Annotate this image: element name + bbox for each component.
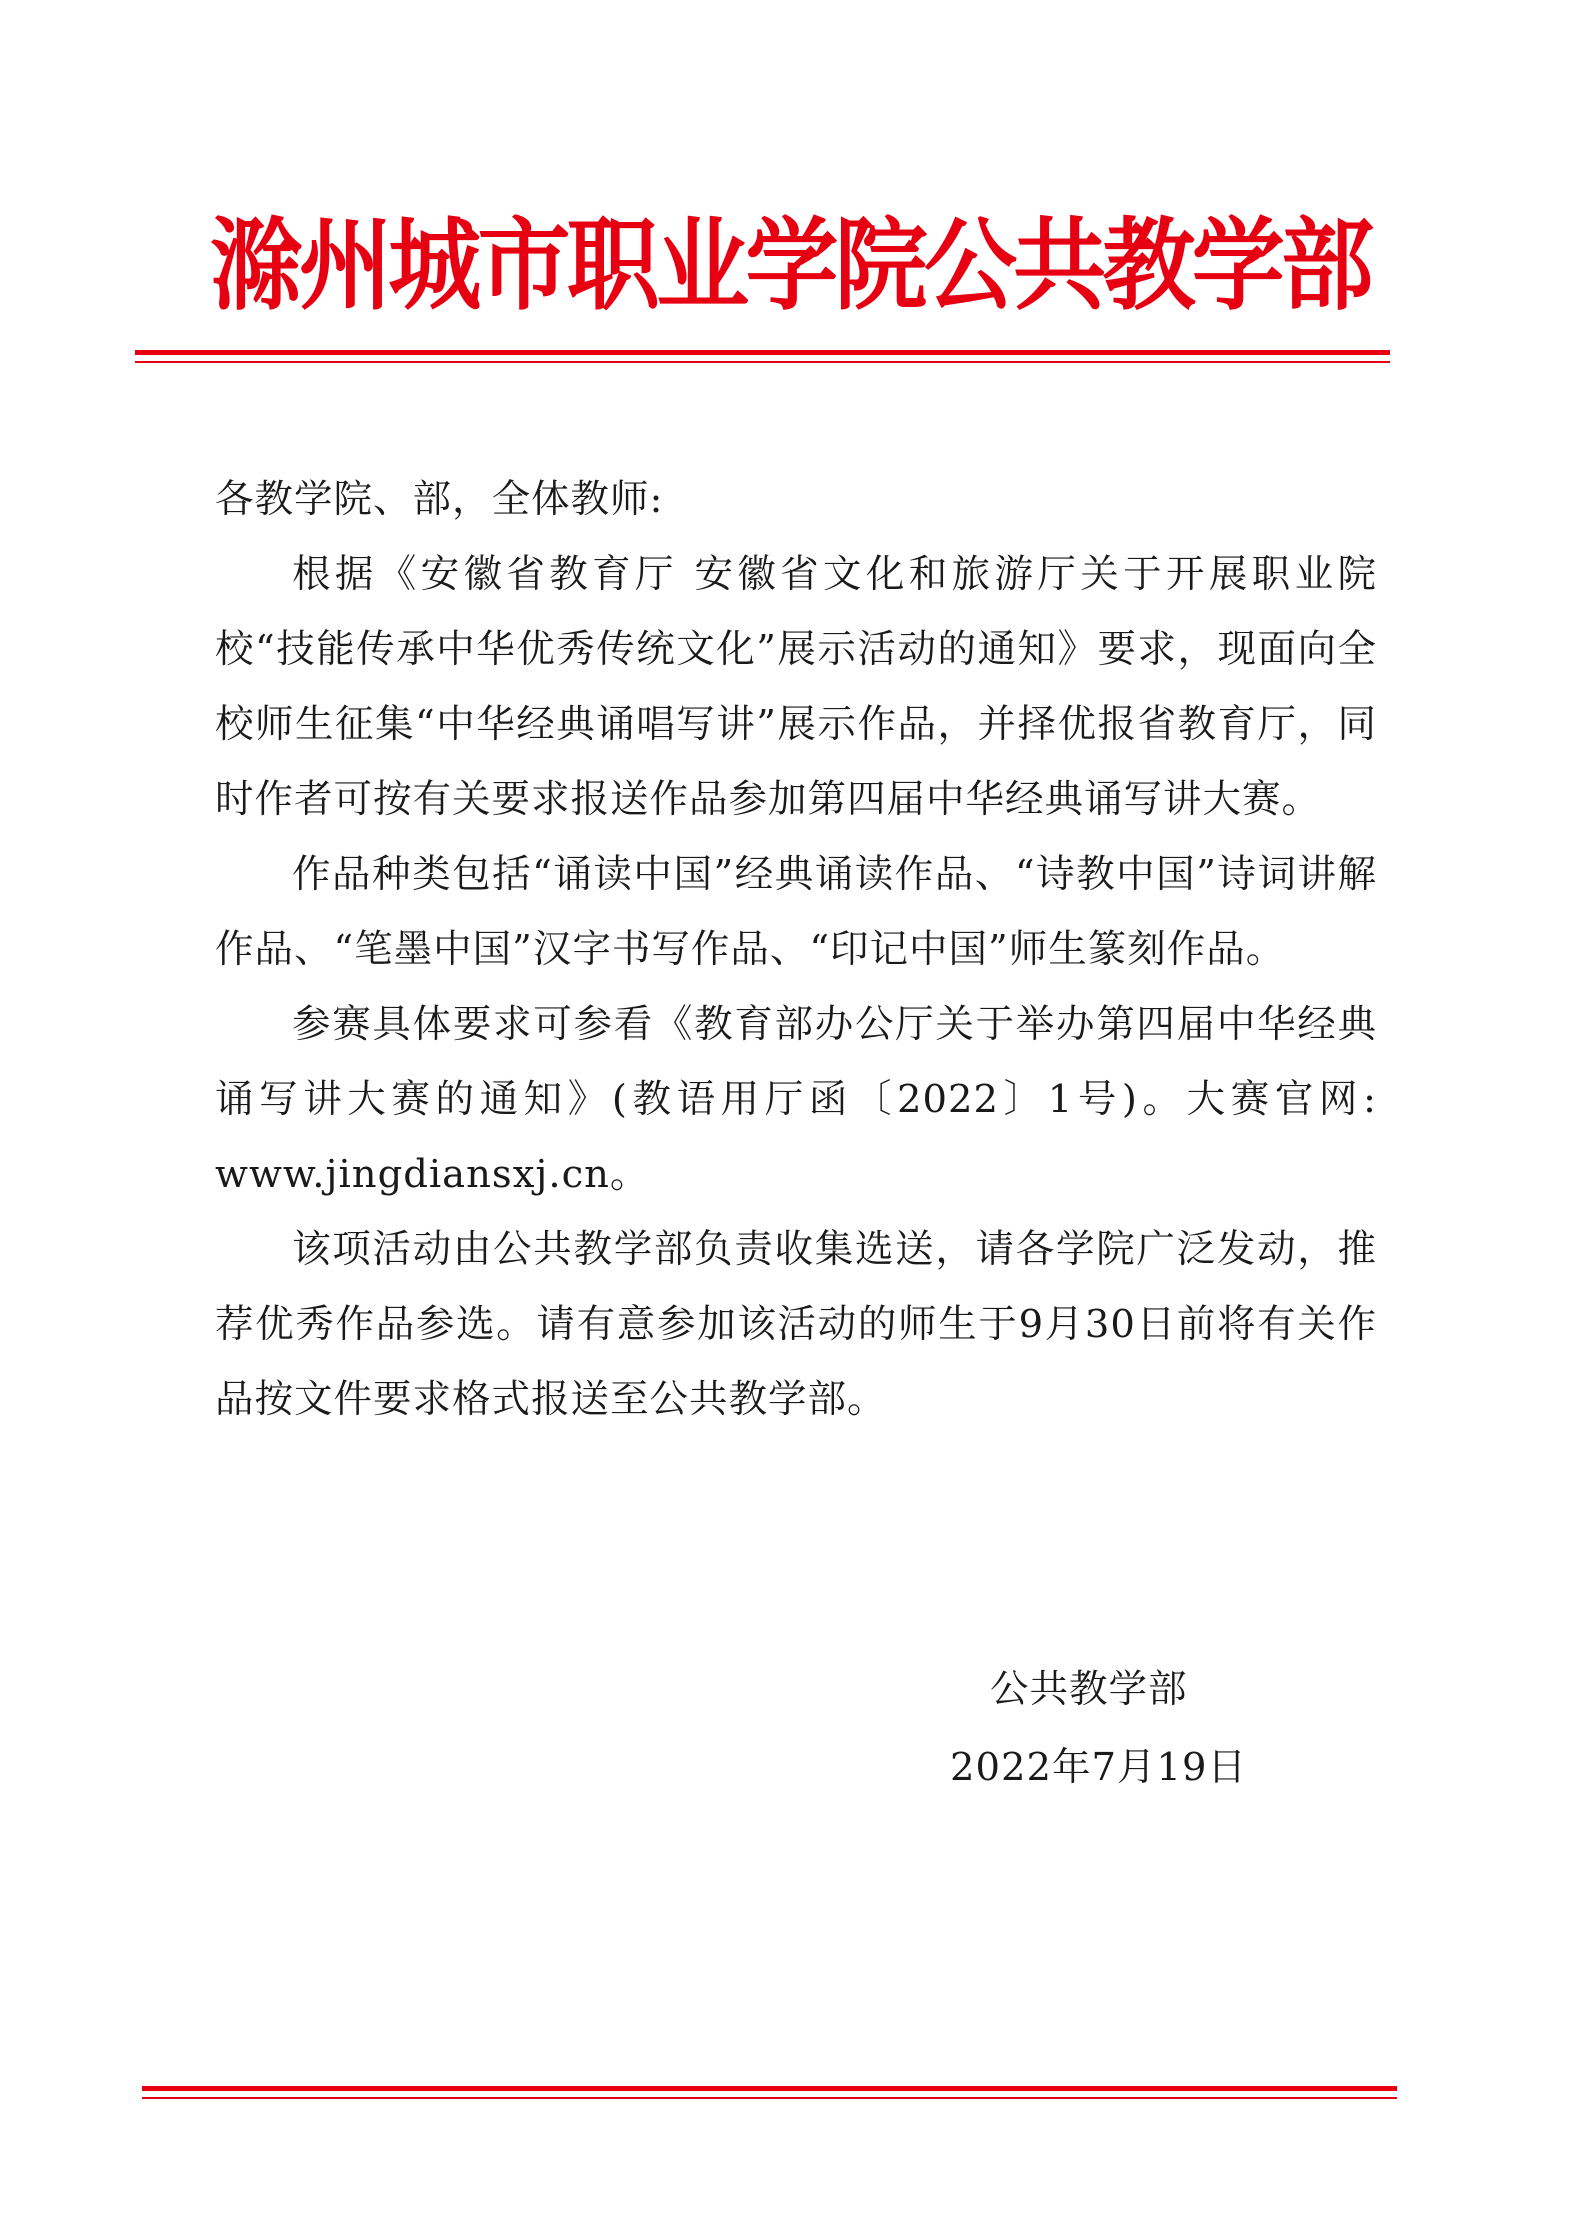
footer-divider-thin — [142, 2097, 1397, 2099]
header-divider-thin — [135, 361, 1390, 363]
paragraph-categories: 作品种类包括“诵读中国”经典诵读作品、“诗教中国”诗词讲解作品、“笔墨中国”汉字书写作品、“印记中国”师生篆刻作品。 — [215, 852, 1377, 972]
paragraph-background: 根据《安徽省教育厅 安徽省文化和旅游厅关于开展职业院校“技能传承中华优秀传统文化”展示活动的通知》要求，现面向全校师生征集“中华经典诵唱写讲”展示作品，并择优报省教育厅，同时作者可按有关要求报送作品参加第四届中华经典诵写讲大赛。 — [215, 552, 1377, 822]
notice-body — [215, 462, 1377, 1437]
letterhead-title: 滁州城市职业学院公共教学部 — [209, 206, 1371, 324]
paragraph-requirements: 参赛具体要求可参看《教育部办公厅关于举办第四届中华经典诵写讲大赛的通知》(教语用厅函〔2022〕1号)。大赛官网: www.jingdiansxj.cn。 — [215, 1002, 1377, 1197]
paragraph-submission: 该项活动由公共教学部负责收集选送，请各学院广泛发动，推荐优秀作品参选。请有意参加该活动的师生于9月30日前将有关作品按文件要求格式报送至公共教学部。 — [215, 1227, 1377, 1422]
footer-divider-thick — [142, 2086, 1397, 2091]
salutation: 各教学院、部，全体教师: — [215, 477, 664, 522]
signature-organization: 公共教学部 — [990, 1667, 1188, 1712]
signature-date: 2022年7月19日 — [950, 1745, 1247, 1790]
header-divider-thick — [135, 350, 1390, 355]
